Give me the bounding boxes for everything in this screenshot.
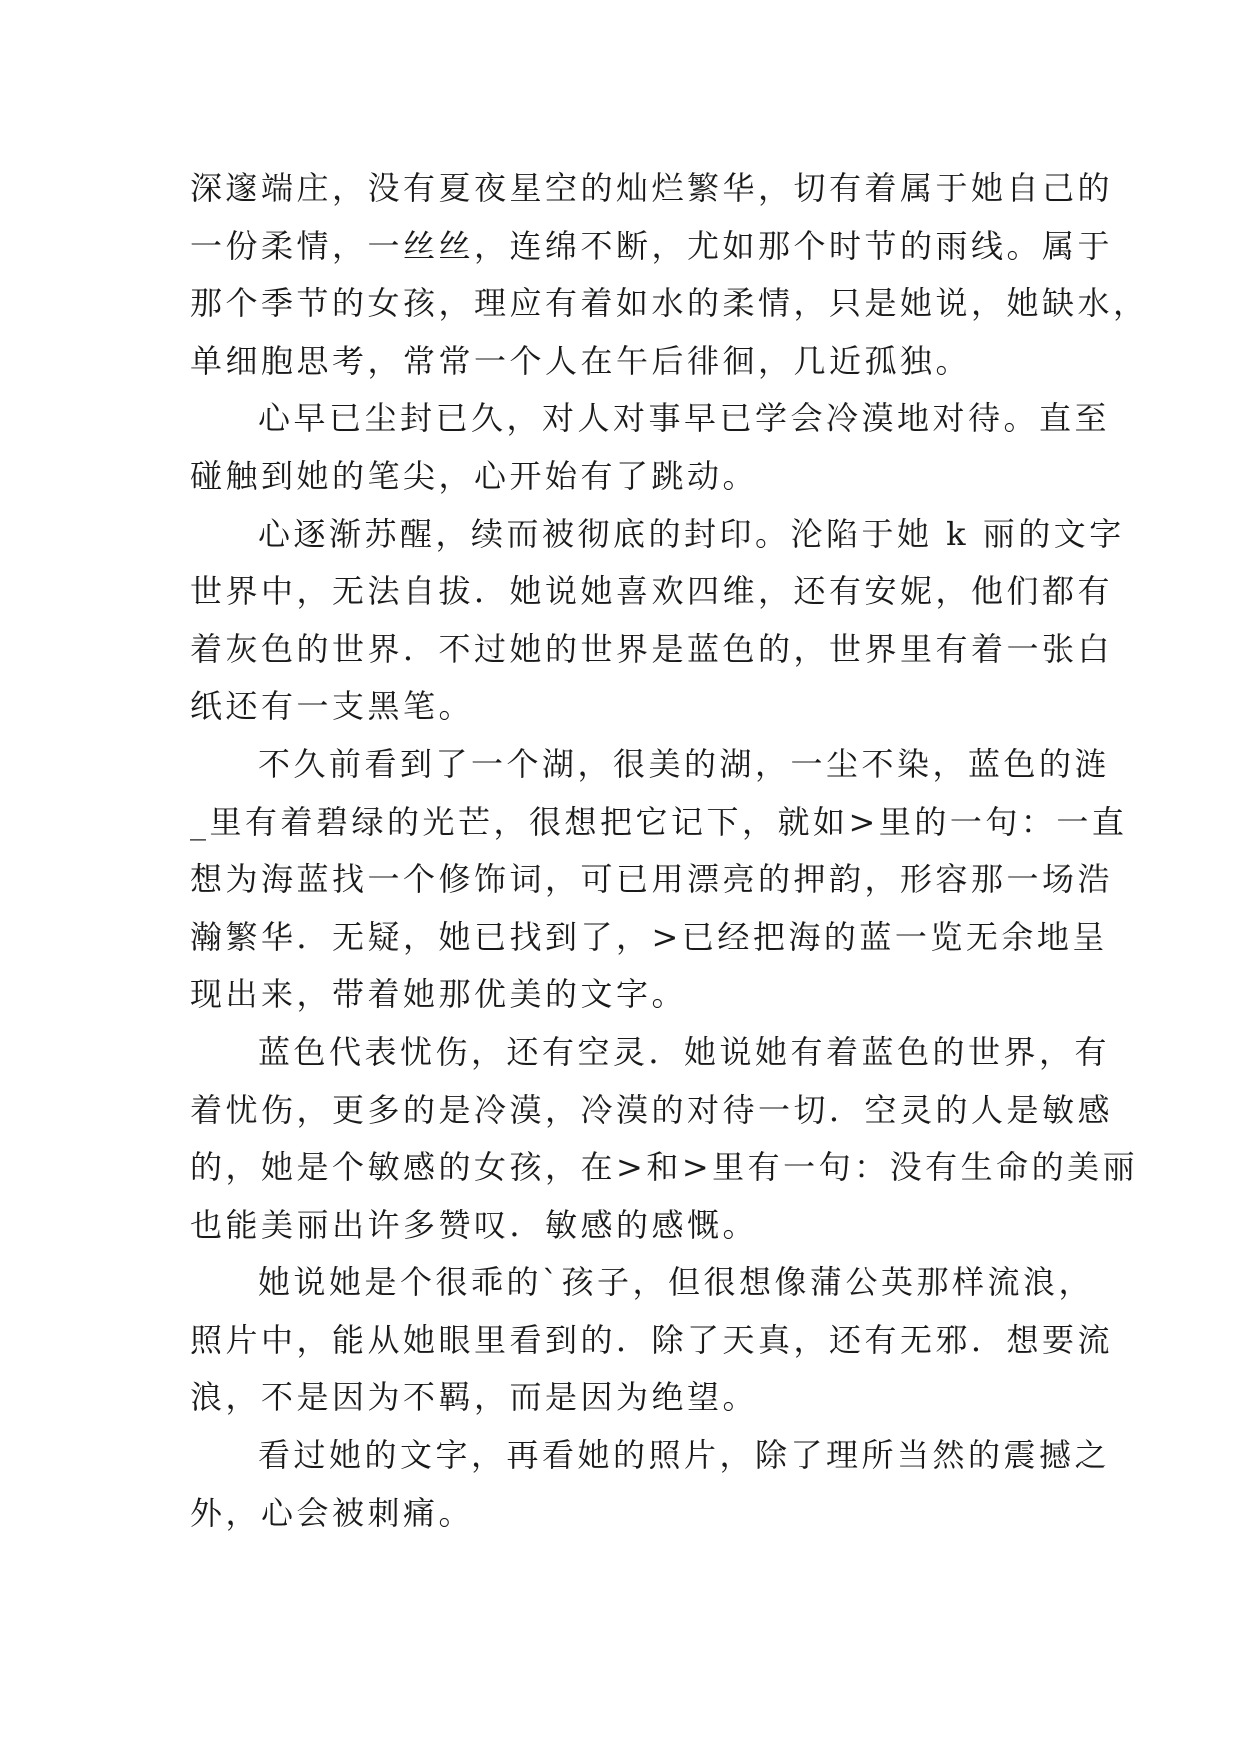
text-line: 着灰色的世界．不过她的世界是蓝色的，世界里有着一张白 [190,629,1114,668]
text-line: 单细胞思考，常常一个人在午后徘徊，几近孤独。 [190,341,972,380]
text-line: 她说她是个很乖的`孩子，但很想像蒲公英那样流浪， [258,1263,1095,1302]
body-text [190,160,1149,1542]
text-line: 不久前看到了一个湖，很美的湖，一尘不染，蓝色的涟 [258,744,1111,783]
text-line: _里有着碧绿的光芒，很想把它记下，就如>里的一句：一直 [190,802,1128,841]
text-line: 碰触到她的笔尖，心开始有了跳动。 [190,456,759,495]
text-line: 蓝色代表忧伤，还有空灵．她说她有着蓝色的世界，有 [258,1032,1111,1071]
text-line: 着忧伤，更多的是冷漠，冷漠的对待一切．空灵的人是敏感 [190,1090,1114,1129]
text-line: 外，心会被刺痛。 [190,1493,475,1532]
text-line: 心逐渐苏醒，续而被彻底的封印。沦陷于她 k 丽的文字 [258,514,1125,553]
text-line: 一份柔情，一丝丝，连绵不断，尤如那个时节的雨线。属于 [190,226,1114,265]
text-line: 深邃端庄，没有夏夜星空的灿烂繁华，切有着属于她自己的 [190,169,1114,207]
text-line: 现出来，带着她那优美的文字。 [190,975,688,1014]
text-line: 那个季节的女孩，理应有着如水的柔情，只是她说，她缺水， [190,284,1149,323]
text-line: 瀚繁华．无疑，她已找到了，>已经把海的蓝一览无余地呈 [190,917,1108,956]
text-line: 心早已尘封已久，对人对事早已学会冷漠地对待。直至 [258,399,1111,438]
text-line: 想为海蓝找一个修饰词，可已用漂亮的押韵，形容那一场浩 [190,860,1114,899]
text-line: 世界中，无法自拔．她说她喜欢四维，还有安妮，他们都有 [190,572,1114,611]
text-line: 的，她是个敏感的女孩，在>和>里有一句：没有生命的美丽 [190,1148,1139,1187]
text-line: 纸还有一支黑笔。 [190,687,475,726]
text-line: 照片中，能从她眼里看到的．除了天真，还有无邪．想要流 [190,1320,1114,1359]
text-line: 看过她的文字，再看她的照片，除了理所当然的震撼之 [258,1436,1111,1475]
text-line: 也能美丽出许多赞叹．敏感的感慨。 [190,1205,759,1244]
text-line: 浪，不是因为不羁，而是因为绝望。 [190,1378,759,1417]
